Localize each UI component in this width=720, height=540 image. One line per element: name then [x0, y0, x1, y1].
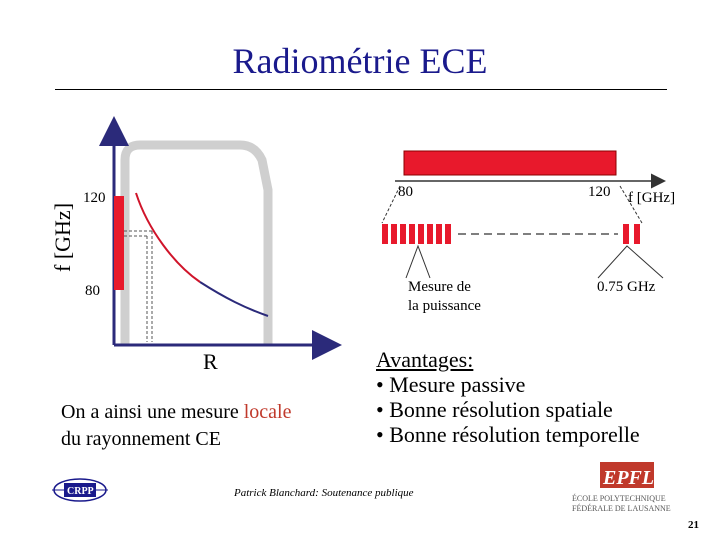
channel-bar [634, 224, 640, 244]
dash-left [382, 186, 400, 223]
frequency-axis-label: f [GHz] [628, 190, 676, 206]
callout-left-line1: Mesure de [408, 279, 471, 295]
broadband-bar [404, 151, 616, 175]
crpp-logo [52, 479, 108, 501]
callout-right [598, 246, 663, 278]
vessel-outline [125, 145, 268, 345]
channel-bar [409, 224, 415, 244]
advantages-heading: Avantages: [376, 347, 474, 372]
page-number: 21 [688, 519, 699, 531]
advantage-item: • Bonne résolution spatiale [376, 397, 613, 422]
channel-bar [418, 224, 424, 244]
caption-line2: du rayonnement CE [61, 428, 221, 450]
advantages-list [376, 347, 640, 447]
resonance-curve-blue [200, 282, 268, 316]
callout-right: 0.75 GHz [597, 279, 656, 295]
channel-bar [436, 224, 442, 244]
epfl-logo-line1: ÉCOLE POLYTECHNIQUE [572, 494, 666, 503]
channel-bar [391, 224, 397, 244]
frequency-band [114, 196, 124, 290]
y-axis-label: f [GHz] [50, 202, 75, 272]
left-diagram [50, 122, 336, 374]
epfl-logo [572, 462, 671, 513]
footer: Patrick Blanchard: Soutenance publique [234, 487, 414, 499]
crpp-logo-text: CRPP [67, 486, 94, 497]
caption-line1: On a ainsi une mesure [61, 401, 244, 423]
epfl-logo-line2: FÉDÉRALE DE LAUSANNE [572, 504, 671, 513]
advantage-item: • Bonne résolution temporelle [376, 422, 640, 447]
tick-80: 80 [398, 184, 413, 200]
channel-bar [427, 224, 433, 244]
callout-left-line2: la puissance [408, 298, 481, 314]
channel-bar [382, 224, 388, 244]
caption-highlight: locale [243, 401, 292, 423]
channel-bar [623, 224, 629, 244]
tick-120: 120 [83, 190, 106, 206]
slide-title: Radiométrie ECE [232, 41, 488, 81]
channel-bar [400, 224, 406, 244]
callout-left [406, 246, 430, 278]
channel-bar [445, 224, 451, 244]
caption [61, 399, 291, 453]
x-axis-label: R [203, 349, 218, 374]
tick-80: 80 [85, 283, 100, 299]
right-diagram [382, 151, 675, 314]
epfl-logo-mark: EPFL [603, 467, 655, 489]
tick-120: 120 [588, 184, 611, 200]
resonance-curve-red [136, 193, 200, 282]
advantage-item: • Mesure passive [376, 372, 526, 397]
